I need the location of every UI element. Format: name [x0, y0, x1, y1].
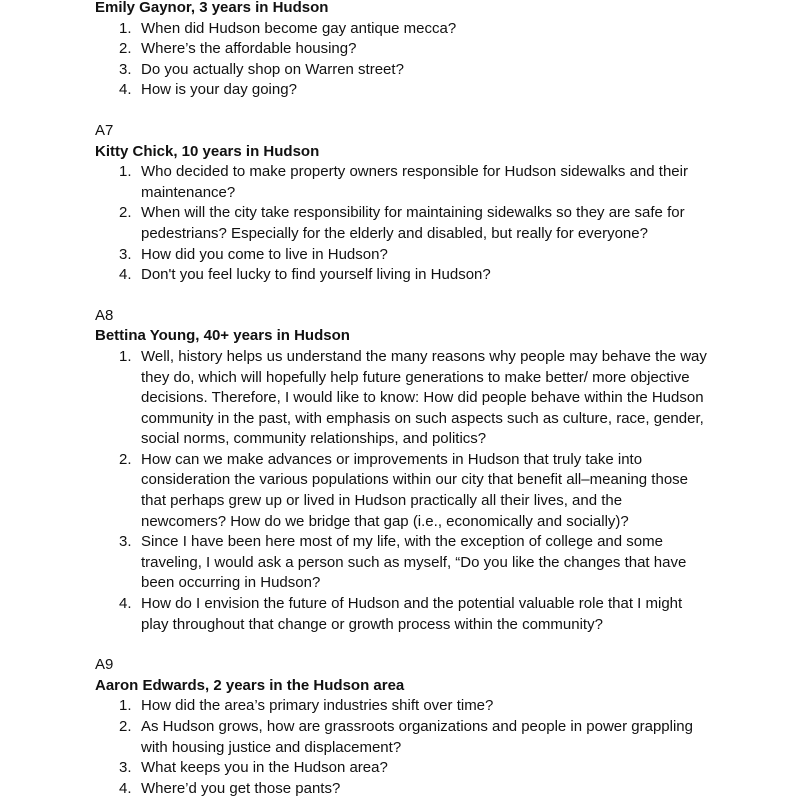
question-number: 4.	[119, 266, 132, 284]
question-number: 1.	[119, 697, 132, 715]
person-heading: Emily Gaynor, 3 years in Hudson	[95, 0, 329, 16]
question-item	[95, 162, 711, 203]
question-text: Well, history helps us understand the many reasons why people may behave the way they do, which will hopefully help future generations to make better/ more objective decisions. Therefore, I would like to know: How did people behave within the Hudson community in the past, with emphasis on such aspects such as culture, race, gender, social norms, community relationships, and politics?	[141, 347, 707, 448]
question-number: 4.	[119, 81, 132, 99]
question-text: How is your day going?	[141, 81, 297, 99]
question-item	[95, 717, 711, 758]
question-item	[95, 532, 711, 594]
person-heading: Kitty Chick, 10 years in Hudson	[95, 142, 320, 160]
question-text: Since I have been here most of my life, with the exception of college and some traveling, I would ask a person such as myself, “Do you like the changes that have been occurring in Hudson?	[141, 533, 687, 592]
section-code: A8	[95, 306, 114, 324]
question-number: 4.	[119, 779, 132, 797]
question-number: 3.	[119, 60, 132, 78]
question-number: 1.	[119, 19, 132, 37]
question-text: When will the city take responsibility for maintaining sidewalks so they are safe for pedestrians? Especially for the elderly and disabled, but really for everyone?	[141, 204, 685, 242]
question-number: 2.	[119, 40, 132, 58]
question-text: Don't you feel lucky to find yourself living in Hudson?	[141, 266, 491, 284]
section-code: A9	[95, 656, 114, 674]
question-item	[95, 245, 711, 266]
question-number: 2.	[119, 718, 132, 735]
question-text: How did you come to live in Hudson?	[141, 245, 388, 263]
question-number: 2.	[119, 204, 132, 222]
question-list	[95, 696, 735, 799]
question-text: How do I envision the future of Hudson and the potential valuable role that I might play throughout that change or growth process within the community?	[141, 595, 683, 633]
question-text: Where’s the affordable housing?	[141, 40, 357, 58]
question-text: When did Hudson become gay antique mecca?	[141, 19, 457, 37]
question-number: 3.	[119, 245, 132, 263]
question-item	[95, 347, 711, 450]
question-item	[95, 39, 711, 60]
question-text: Who decided to make property owners responsible for Hudson sidewalks and their maintenance?	[141, 163, 688, 201]
question-list	[95, 347, 735, 635]
question-text: How can we make advances or improvements in Hudson that truly take into consideration the various populations within our city that benefit all–meaning those that perhaps grew up or lived in Hudson practically all their lives, and the newcomers? How do we bridge that gap (i.e., economically and socially)?	[141, 450, 689, 530]
question-list	[95, 19, 735, 101]
person-heading: Aaron Edwards, 2 years in the Hudson area	[95, 676, 405, 694]
question-text: Do you actually shop on Warren street?	[141, 60, 404, 78]
question-item	[95, 696, 711, 717]
question-item	[95, 779, 711, 799]
question-item	[95, 80, 711, 101]
document-content	[95, 0, 735, 799]
section-bettina-young	[95, 306, 735, 636]
question-item	[95, 758, 711, 779]
question-list	[95, 162, 735, 286]
question-item	[95, 265, 711, 286]
section-kitty-chick	[95, 121, 735, 286]
question-text: What keeps you in the Hudson area?	[141, 759, 388, 777]
question-number: 1.	[119, 163, 132, 181]
question-item	[95, 450, 711, 532]
question-number: 3.	[119, 533, 132, 551]
question-item	[95, 60, 711, 81]
question-number: 2.	[119, 450, 132, 468]
question-text: As Hudson grows, how are grassroots organizations and people in power grappling with housing justice and displacement?	[141, 718, 693, 756]
question-number: 4.	[119, 595, 132, 613]
section-aaron-edwards	[95, 655, 735, 799]
question-item	[95, 203, 711, 244]
question-item	[95, 19, 711, 40]
question-number: 1.	[119, 347, 132, 365]
question-item	[95, 594, 711, 635]
question-text: How did the area’s primary industries shift over time?	[141, 697, 494, 715]
question-text: Where’d you get those pants?	[141, 779, 341, 797]
question-number: 3.	[119, 759, 132, 777]
section-emily-gaynor	[95, 0, 735, 101]
person-heading: Bettina Young, 40+ years in Hudson	[95, 327, 350, 345]
section-code: A7	[95, 121, 114, 139]
